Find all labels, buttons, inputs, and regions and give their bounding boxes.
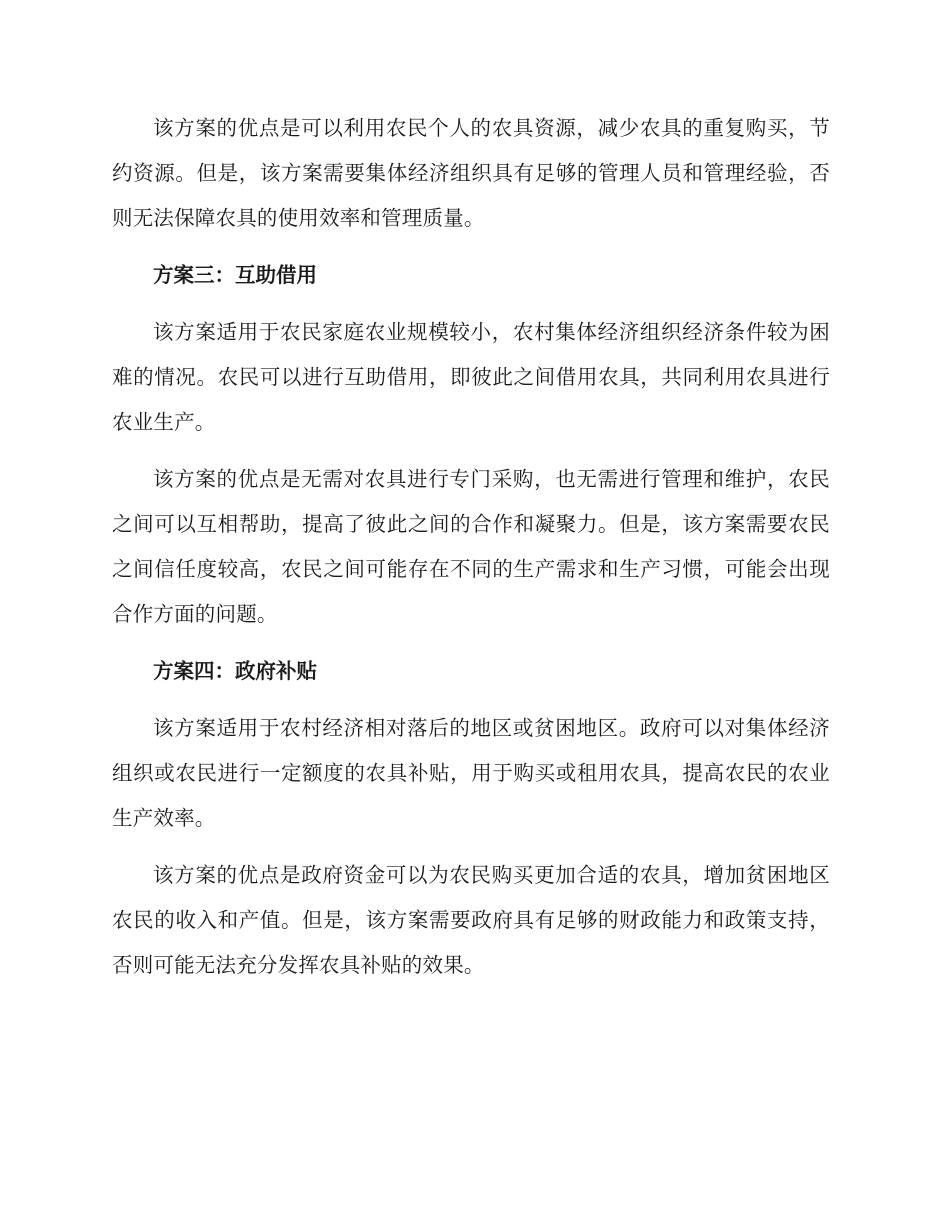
paragraph-advantages-plan-two: 该方案的优点是可以利用农民个人的农具资源，减少农具的重复购买，节约资源。但是，该方案需要集体经济组织具有足够的管理人员和管理经验，否则无法保障农具的使用效率和管理质量。	[112, 116, 830, 230]
paragraph-plan-three-scope: 该方案适用于农民家庭农业规模较小，农村集体经济组织经济条件较为困难的情况。农民可以进行互助借用，即彼此之间借用农具，共同利用农具进行农业生产。	[112, 320, 830, 434]
paragraph-plan-four-scope: 该方案适用于农村经济相对落后的地区或贫困地区。政府可以对集体经济组织或农民进行一定额度的农具补贴，用于购买或租用农具，提高农民的农业生产效率。	[112, 716, 830, 830]
paragraph-plan-three-advantages: 该方案的优点是无需对农具进行专门采购，也无需进行管理和维护，农民之间可以互相帮助，提高了彼此之间的合作和凝聚力。但是，该方案需要农民之间信任度较高，农民之间可能存在不同的生产需求和生产习惯，可能会出现合作方面的问题。	[112, 467, 830, 626]
document-page	[112, 106, 830, 1000]
heading-plan-three: 方案三：互助借用	[153, 263, 317, 287]
heading-plan-four: 方案四：政府补贴	[153, 659, 317, 683]
paragraph-plan-four-advantages: 该方案的优点是政府资金可以为农民购买更加合适的农具，增加贫困地区农民的收入和产值。但是，该方案需要政府具有足够的财政能力和政策支持，否则可能无法充分发挥农具补贴的效果。	[112, 863, 830, 977]
